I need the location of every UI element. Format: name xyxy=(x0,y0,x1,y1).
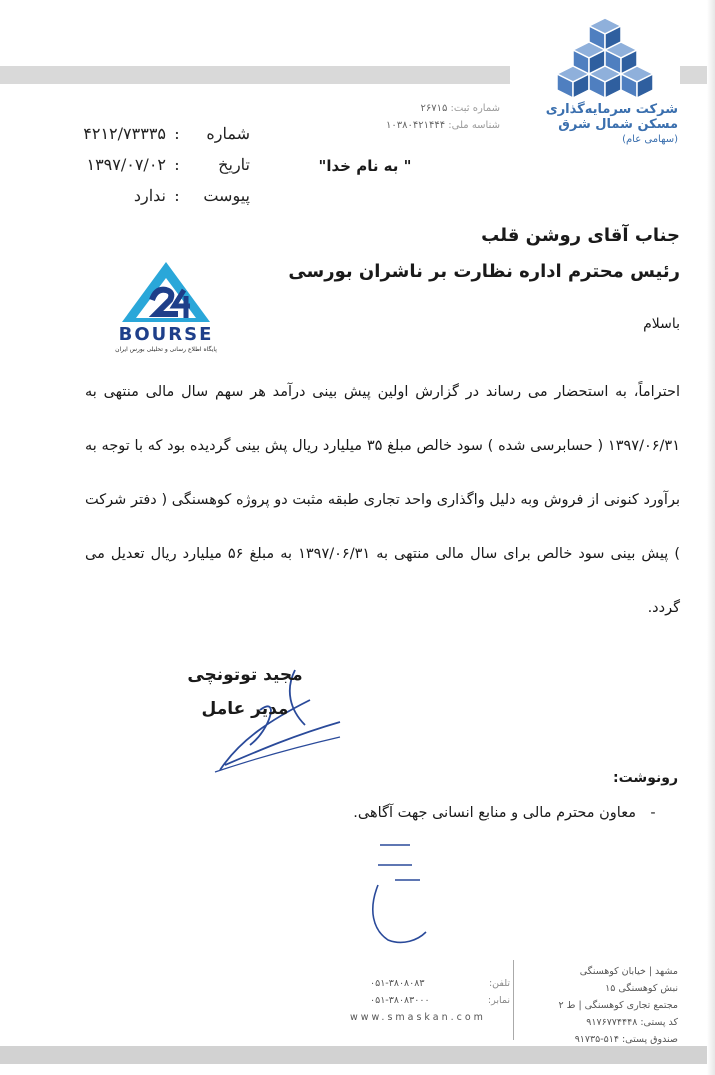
meta-separator: : xyxy=(174,186,180,205)
address-line1: مشهد | خیابان کوهسنگی xyxy=(579,966,678,977)
initials-scribble xyxy=(350,840,430,950)
cc-item xyxy=(250,805,670,821)
footer-divider xyxy=(513,960,514,1040)
bottom-gray-band xyxy=(0,1046,715,1064)
number-label: شماره xyxy=(206,124,250,143)
signer-name: مجید توتونچی xyxy=(187,665,303,685)
recipient-name: جناب آقای روشن قلب xyxy=(481,225,680,246)
recipient-block xyxy=(280,218,680,290)
meta-number-row xyxy=(40,118,250,149)
cc-dash: - xyxy=(650,805,656,821)
meta-date-row xyxy=(40,149,250,180)
fax-value: ۰۵۱-۳۸۰۸۳۰۰۰ xyxy=(370,995,430,1006)
attachment-label: پیوست xyxy=(203,186,250,205)
date-label: تاریخ xyxy=(218,155,250,174)
phone-label: تلفن: xyxy=(488,978,510,989)
cc-item-text: معاون محترم مالی و منابع انسانی جهت آگاهی. xyxy=(353,805,636,821)
website-link[interactable]: www.smaskan.com xyxy=(350,1012,486,1023)
bismillah-heading: " به نام خدا" xyxy=(318,157,412,175)
registration-info xyxy=(330,100,500,134)
address-line2: نبش کوهسنگی ۱۵ xyxy=(605,983,678,994)
company-type: (سهامی عام) xyxy=(622,134,678,145)
letter-body: احتراماً، به استحضار می رساند در گزارش اولین پیش بینی درآمد هر سهم سال مالی منتهی به ۱۳۹۷/۰۶/۳۱ ( حسابرسی شده ) سود خالص مبلغ ۳۵ میلیارد ریال پش بینی گردیده بود که با توجه به برآورد کنونی از فروش وبه دلیل واگذاری واحد تجاری طبقه مثبت دو پروژه کوهسنگی ( دفتر شرکت ) پیش بینی سود خالص برای سال مالی منتهی به ۱۳۹۷/۰۶/۳۱ به مبلغ ۵۶ میلیارد ریال تعدیل می گردد. xyxy=(85,384,681,616)
attachment-value: ندارد xyxy=(133,186,166,205)
date-value: ۱۳۹۷/۰۷/۰۲ xyxy=(86,155,166,174)
national-id-label: شناسه ملی: xyxy=(448,120,500,131)
meta-attachment-row xyxy=(40,180,250,211)
signature-block xyxy=(150,658,340,726)
company-cubes-logo xyxy=(555,18,655,100)
address-line3: مجتمع تجاری کوهسنگی | ط ۲ xyxy=(558,1000,678,1011)
cc-label: رونوشت: xyxy=(613,770,678,786)
pobox-label: صندوق پستی: xyxy=(621,1034,678,1045)
salutation: باسلام xyxy=(643,316,680,332)
registration-label: شماره ثبت: xyxy=(450,103,500,114)
bourse-word: BOURSE xyxy=(118,324,214,345)
registration-value: ۲۶۷۱۵ xyxy=(420,103,448,114)
signer-title: مدیر عامل xyxy=(201,699,289,719)
postal-value: ۹۱۷۶۷۷۴۴۴۸ xyxy=(586,1017,638,1028)
contact-info xyxy=(350,975,510,1026)
company-name-line2: مسکن شمال شرق xyxy=(558,117,678,132)
number-value: ۴۲۱۲/۷۳۳۳۵ xyxy=(83,124,166,143)
phone-value: ۰۵۱-۳۸۰۸۰۸۳ xyxy=(370,978,425,989)
meta-separator: : xyxy=(174,155,180,174)
postal-label: کد پستی: xyxy=(640,1017,678,1028)
meta-separator: : xyxy=(174,124,180,143)
pobox-value: ۹۱۷۳۵-۵۱۴ xyxy=(574,1034,619,1045)
company-name-line1: شرکت سرمایه‌گذاری xyxy=(545,102,678,117)
company-name xyxy=(500,102,678,147)
national-id-value: ۱۰۳۸۰۴۲۱۴۴۴ xyxy=(385,120,446,131)
bourse-watermark-logo xyxy=(100,260,232,360)
address-block xyxy=(518,963,678,1048)
letter-meta xyxy=(40,118,250,211)
recipient-title: رئیس محترم اداره نظارت بر ناشران بورسی xyxy=(288,261,680,282)
fax-label: نمابر: xyxy=(487,995,510,1006)
bourse-tagline: پایگاه اطلاع رسانی و تحلیلی بورس ایران xyxy=(115,346,217,353)
bourse-triangle-icon xyxy=(100,260,232,326)
page-edge-shadow xyxy=(707,0,715,1075)
